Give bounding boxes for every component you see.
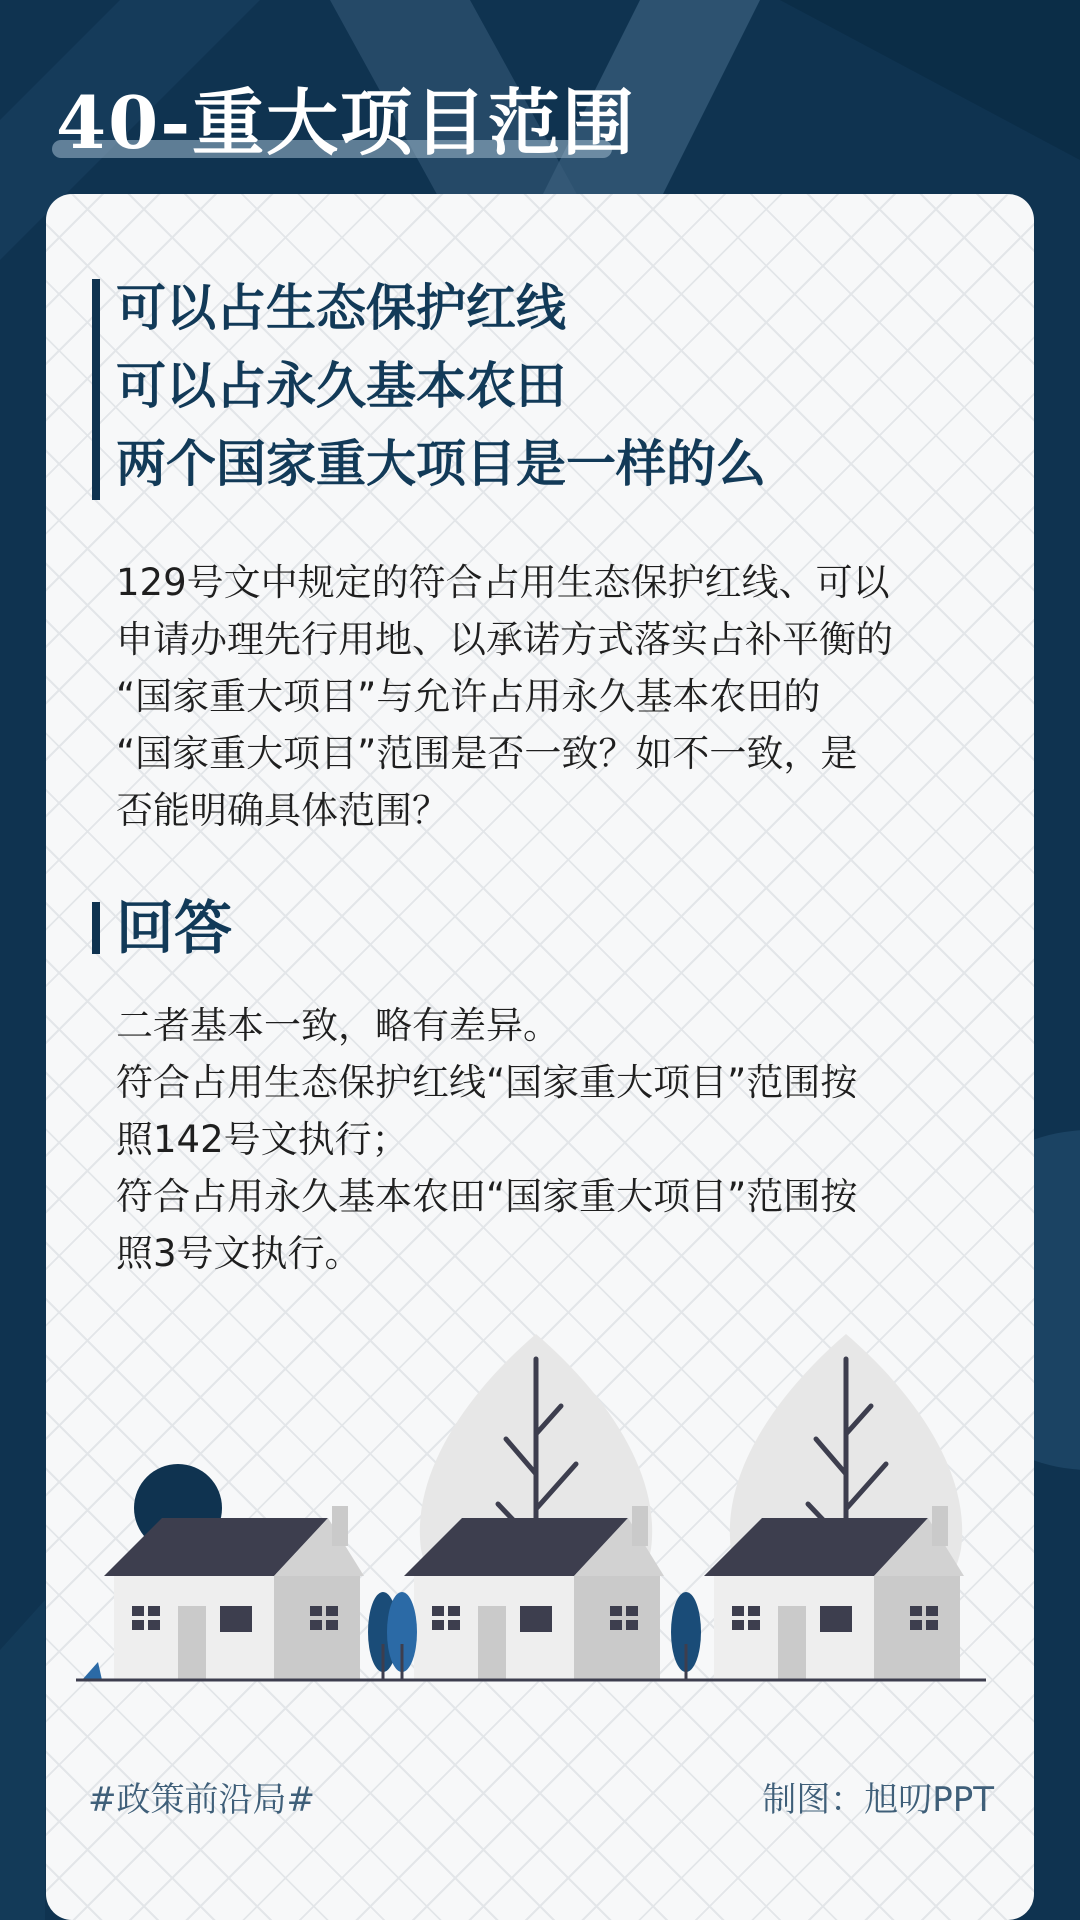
question-line: 可以占永久基本农田 (116, 357, 566, 415)
answer-line: 符合占用永久基本农田“国家重大项目”范围按 (116, 1175, 858, 1218)
question-line: 两个国家重大项目是一样的么 (116, 435, 766, 493)
houses-illustration (46, 1314, 1034, 1920)
answer-paragraph (116, 997, 996, 1282)
answer-line: 符合占用生态保护红线“国家重大项目”范围按 (116, 1061, 858, 1104)
question-paragraph (116, 554, 996, 839)
paragraph-line: “国家重大项目”范围是否一致？如不一致，是 (116, 732, 858, 775)
answer-heading: 回答 (116, 894, 233, 962)
footer-credit: 制图：旭叨PPT (762, 1780, 994, 1820)
question-accent-bar (92, 279, 100, 500)
answer-line: 二者基本一致，略有差异。 (116, 1004, 560, 1047)
answer-line: 照3号文执行。 (116, 1232, 362, 1275)
paragraph-line: 申请办理先行用地、以承诺方式落实占补平衡的 (116, 618, 893, 661)
content-card (46, 194, 1034, 1920)
paragraph-line: “国家重大项目”与允许占用永久基本农田的 (116, 675, 821, 718)
page-title: 40-重大项目范围 (56, 80, 637, 165)
answer-line: 照142号文执行； (116, 1118, 409, 1161)
paragraph-line: 否能明确具体范围？ (116, 789, 449, 832)
answer-accent-bar (92, 902, 100, 954)
question-line: 可以占生态保护红线 (116, 279, 566, 337)
footer-hashtag: #政策前沿局# (88, 1780, 315, 1820)
paragraph-line: 129号文中规定的符合占用生态保护红线、可以 (116, 561, 890, 604)
